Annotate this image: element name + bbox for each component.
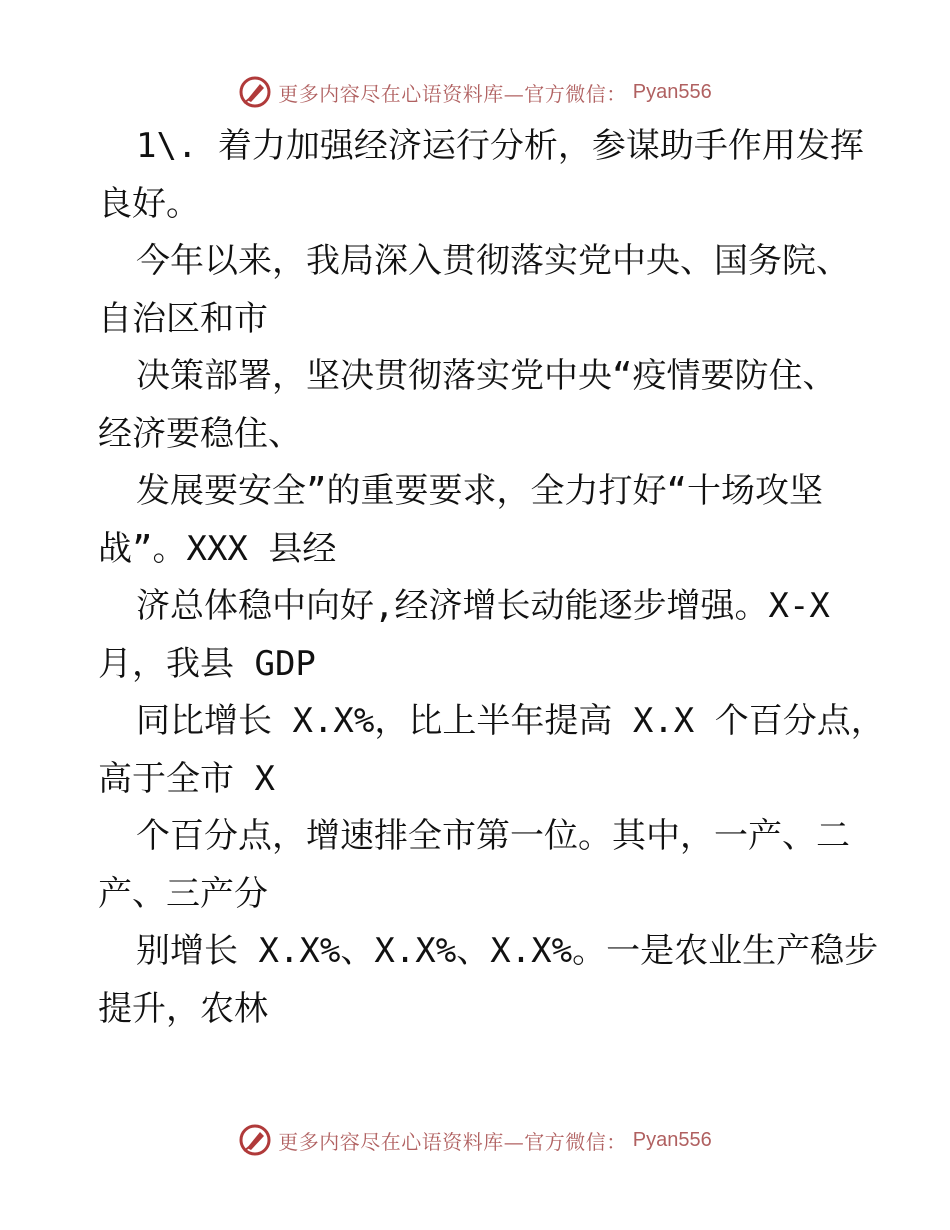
footer-banner — [0, 1120, 950, 1160]
document-body — [98, 118, 885, 1038]
document-line: 提升，农林 — [98, 988, 268, 1029]
document-line: 经济要稳住、 — [98, 413, 302, 454]
header-banner-text: 更多内容尽在心语资料库—官方微信： — [278, 81, 627, 106]
document-line: 发展要安全”的重要要求，全力打好“十场攻坚 — [136, 471, 823, 511]
document-line: 良好。 — [98, 183, 200, 224]
document-line: 个百分点，增速排全市第一位。其中，一产、二 — [136, 816, 850, 856]
document-line: 今年以来，我局深入贯彻落实党中央、国务院、 — [136, 241, 850, 281]
header-banner-id: Pyan556 — [632, 80, 712, 103]
footer-banner-text: 更多内容尽在心语资料库—官方微信： — [278, 1129, 627, 1154]
document-line: 自治区和市 — [98, 298, 268, 339]
document-line: 决策部署，坚决贯彻落实党中央“疫情要防住、 — [136, 356, 837, 396]
document-line: 1\. 着力加强经济运行分析，参谋助手作用发挥 — [136, 126, 864, 166]
document-line: 济总体稳中向好,经济增长动能逐步增强。X-X — [136, 586, 830, 626]
header-banner — [0, 72, 950, 112]
document-line: 产、三产分 — [98, 873, 268, 914]
document-line: 高于全市 X — [98, 758, 275, 799]
document-line: 月，我县 GDP — [98, 643, 316, 684]
document-line: 战”。XXX 县经 — [98, 528, 337, 569]
document-line: 别增长 X.X%、X.X%、X.X%。一是农业生产稳步 — [136, 931, 879, 971]
footer-banner-id: Pyan556 — [632, 1128, 712, 1151]
pen-nib-logo-icon — [238, 1123, 272, 1157]
document-line: 同比增长 X.X%，比上半年提高 X.X 个百分点， — [136, 701, 885, 741]
pen-nib-logo-icon — [238, 75, 272, 109]
